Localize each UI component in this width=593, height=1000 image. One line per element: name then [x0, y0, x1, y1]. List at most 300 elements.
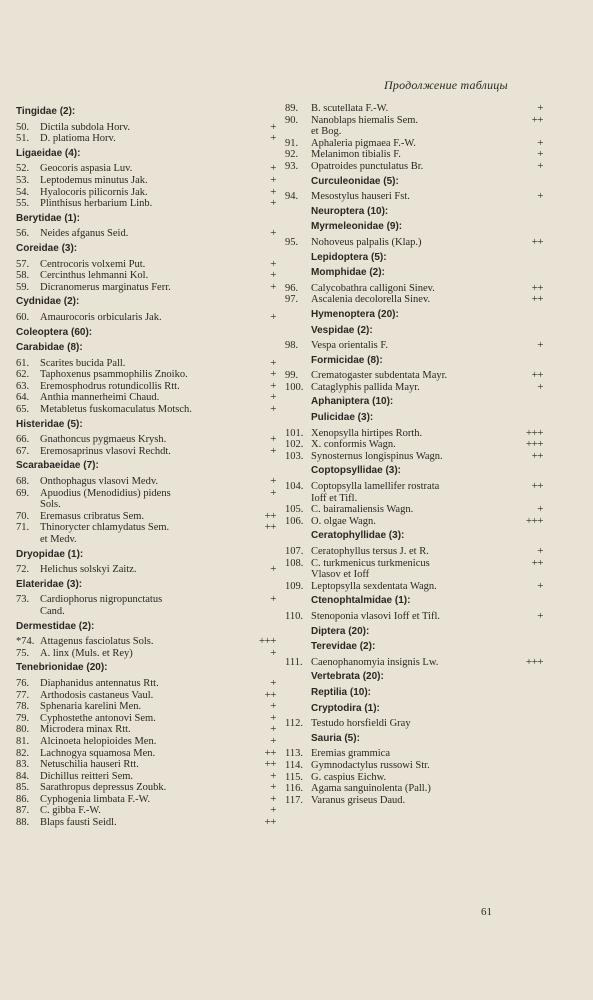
species-number: 112.	[285, 718, 303, 730]
species-number: 110.	[285, 610, 303, 622]
page-header: Продолжение таблицы	[384, 78, 508, 92]
presence-mark: +	[270, 781, 276, 794]
species-row	[16, 434, 282, 446]
species-name: Opatroides punctulatus Br.	[311, 160, 424, 172]
taxon-header	[285, 325, 543, 337]
taxon-header-label: Myrmeleonidae (9):	[311, 221, 403, 233]
species-number: 105.	[285, 504, 304, 516]
presence-mark: ++	[264, 758, 276, 771]
species-number: 113.	[285, 748, 303, 760]
taxon-header-label: Neuroptera (10):	[311, 205, 389, 217]
species-name: Calycobathra calligoni Sinev.	[311, 282, 435, 294]
species-number: 101.	[285, 427, 304, 439]
presence-mark: +	[270, 185, 276, 198]
presence-mark: +	[270, 475, 276, 488]
taxon-header	[285, 252, 543, 264]
species-number: *74.	[16, 636, 35, 648]
species-name: Centrocoris volxemi Put.	[40, 258, 146, 270]
taxon-header	[16, 213, 282, 225]
species-number: 76.	[16, 677, 30, 689]
taxon-header-label: Carabidae (8):	[16, 342, 83, 354]
species-name: Cercinthus lehmanni Kol.	[40, 270, 149, 282]
species-number: 94.	[285, 191, 299, 203]
species-row	[16, 163, 282, 175]
species-name: Blaps fausti Seidl.	[40, 817, 117, 829]
presence-mark: +	[270, 646, 276, 659]
species-number: 81.	[16, 735, 30, 747]
species-number: 57.	[16, 258, 30, 270]
species-name: A. linx (Muls. et Rey)	[40, 647, 133, 659]
taxon-header-label: Diptera (20):	[311, 625, 370, 637]
species-row	[16, 133, 282, 145]
species-number: 86.	[16, 793, 30, 805]
species-number: 108.	[285, 557, 304, 569]
species-name: Mesostylus hauseri Fst.	[311, 191, 410, 203]
species-number: 64.	[16, 392, 30, 404]
taxon-header	[285, 733, 543, 745]
presence-mark: +	[270, 433, 276, 446]
presence-mark: +	[270, 563, 276, 576]
species-name: Coptopsylla lamellifer rostrata Ioff et Tifl.	[311, 481, 440, 504]
species-row	[285, 748, 543, 760]
species-name: Melanimon tibialis F.	[311, 149, 401, 161]
species-row	[16, 771, 282, 783]
taxon-header	[16, 549, 282, 561]
presence-mark: +++	[525, 655, 543, 668]
species-name: Cardiophorus nigropunctatus Cand.	[40, 594, 163, 617]
species-name: Crematogaster subdentata Mayr.	[311, 370, 448, 382]
taxon-header-label: Pulicidae (3):	[311, 412, 374, 424]
taxon-header-label: Ligaeidae (4):	[16, 147, 81, 159]
presence-mark: +	[270, 227, 276, 240]
species-name: C. gibba F.-W.	[40, 805, 101, 817]
species-number: 114.	[285, 759, 303, 771]
presence-mark: +++	[525, 438, 543, 451]
species-number: 103.	[285, 450, 304, 462]
species-name: Helichus solskyi Zaitz.	[40, 564, 137, 576]
species-row	[285, 760, 543, 772]
species-row	[285, 546, 543, 558]
species-number: 96.	[285, 282, 299, 294]
species-name: Microdera minax Rtt.	[40, 724, 131, 736]
species-name: Dictila subdola Horv.	[40, 121, 131, 133]
species-number: 60.	[16, 311, 30, 323]
species-name: D. platioma Horv.	[40, 133, 116, 145]
species-name: Nanoblaps hiemalis Sem. et Bog.	[311, 114, 419, 138]
species-name: Amaurocoris orbicularis Jak.	[40, 311, 162, 323]
species-name: Eremias grammica	[311, 748, 391, 760]
species-number: 78.	[16, 701, 30, 713]
species-number: 73.	[16, 594, 30, 606]
species-number: 106.	[285, 515, 304, 527]
species-number: 54.	[16, 186, 30, 198]
presence-mark: ++	[531, 113, 543, 126]
taxon-header-label: Histeridae (5):	[16, 418, 83, 430]
species-name: Aphaleria pigmaea F.-W.	[311, 137, 416, 149]
species-row	[16, 805, 282, 817]
taxon-header	[16, 662, 282, 674]
species-number: 99.	[285, 370, 299, 382]
taxon-header	[285, 595, 543, 607]
species-name: Nohoveus palpalis (Klap.)	[311, 236, 422, 248]
species-row	[16, 369, 282, 381]
left-column	[16, 103, 282, 829]
species-row	[285, 581, 543, 593]
species-number: 70.	[16, 510, 30, 522]
taxon-header-label: Coreidae (3):	[16, 242, 78, 254]
presence-mark: +	[537, 339, 543, 352]
taxon-header	[285, 206, 543, 218]
species-row	[285, 237, 543, 249]
species-number: 85.	[16, 782, 30, 794]
species-number: 90.	[285, 114, 299, 126]
species-number: 107.	[285, 546, 304, 557]
presence-mark: ++	[531, 369, 543, 382]
species-name: X. conformis Wagn.	[311, 439, 396, 451]
species-row	[16, 511, 282, 523]
species-name: Testudo horsfieldi Gray	[311, 718, 411, 730]
species-row	[285, 783, 543, 795]
taxon-header	[16, 106, 282, 118]
species-row	[16, 358, 282, 370]
taxon-header	[285, 703, 543, 715]
species-name: Gnathoncus pygmaeus Krysh.	[40, 434, 167, 446]
species-name: Xenopsylla hirtipes Rorth.	[311, 427, 423, 439]
taxon-header-label: Tingidae (2):	[16, 106, 76, 117]
page-number: 61	[481, 906, 492, 918]
species-row	[16, 594, 282, 617]
species-name: Cyphogenia limbata F.-W.	[40, 793, 151, 805]
taxon-header	[16, 579, 282, 591]
presence-mark: +	[537, 579, 543, 592]
taxon-header	[285, 176, 543, 188]
species-row	[16, 564, 282, 576]
presence-mark: +	[270, 173, 276, 186]
presence-mark: +	[537, 609, 543, 622]
presence-mark: +	[270, 132, 276, 145]
species-name: Apuodius (Menodidius) pidens Sols.	[40, 487, 171, 511]
species-number: 72.	[16, 564, 30, 576]
species-number: 77.	[16, 689, 30, 701]
species-row	[16, 522, 282, 545]
taxon-header-label: Cryptodira (1):	[311, 702, 380, 714]
species-row	[285, 516, 543, 528]
species-row	[285, 439, 543, 451]
taxon-header	[285, 687, 543, 699]
presence-mark: +	[270, 120, 276, 133]
species-row	[16, 270, 282, 282]
species-number: 69.	[16, 487, 30, 499]
species-name: Netuschilia hauseri Rtt.	[40, 759, 139, 771]
presence-mark: +	[270, 734, 276, 747]
presence-mark: ++	[264, 816, 276, 829]
species-name: Dicranomerus marginatus Ferr.	[40, 281, 171, 293]
presence-mark: ++	[531, 480, 543, 493]
species-row	[16, 381, 282, 393]
presence-mark: ++	[264, 746, 276, 759]
species-row	[16, 282, 282, 294]
species-number: 63.	[16, 380, 30, 392]
taxon-header-label: Formicidae (8):	[311, 354, 383, 366]
species-number: 97.	[285, 294, 299, 306]
presence-mark: ++	[264, 521, 276, 534]
presence-mark: +	[270, 257, 276, 270]
species-row	[16, 690, 282, 702]
species-number: 52.	[16, 163, 30, 175]
right-column	[285, 103, 543, 806]
species-number: 51.	[16, 133, 30, 145]
species-row	[285, 370, 543, 382]
presence-mark: +	[537, 148, 543, 161]
species-name: Synosternus longispinus Wagn.	[311, 450, 443, 462]
taxon-header	[16, 296, 282, 308]
presence-mark: +	[270, 676, 276, 689]
taxon-header-label: Sauria (5):	[311, 732, 360, 744]
species-name: Neides afganus Seid.	[40, 228, 129, 240]
species-name: Arthodosis castaneus Vaul.	[40, 689, 154, 701]
species-name: Scarites bucida Pall.	[40, 357, 126, 369]
species-row	[285, 138, 543, 150]
species-row	[285, 103, 543, 115]
species-name: Varanus griseus Daud.	[311, 794, 406, 806]
species-row	[285, 611, 543, 623]
species-row	[16, 759, 282, 771]
species-row	[285, 718, 543, 730]
taxon-header	[16, 243, 282, 255]
species-number: 91.	[285, 137, 299, 149]
species-number: 61.	[16, 357, 30, 369]
species-number: 82.	[16, 747, 30, 759]
species-number: 93.	[285, 160, 299, 172]
presence-mark: +	[270, 711, 276, 724]
species-number: 104.	[285, 481, 304, 493]
species-row	[16, 488, 282, 511]
taxon-header	[16, 148, 282, 160]
taxon-header-label: Reptilia (10):	[311, 686, 372, 698]
presence-mark: +	[270, 356, 276, 369]
species-number: 84.	[16, 770, 30, 782]
species-row	[16, 446, 282, 458]
presence-mark: +	[270, 162, 276, 175]
species-row	[16, 782, 282, 794]
species-name: B. scutellata F.-W.	[311, 103, 389, 114]
species-name: Onthophagus vlasovi Medv.	[40, 476, 159, 488]
species-name: Sarathropus depressus Zoubk.	[40, 782, 167, 794]
species-name: Dichillus reitteri Sem.	[40, 770, 134, 782]
species-number: 88.	[16, 817, 30, 829]
presence-mark: +	[270, 700, 276, 713]
species-number: 80.	[16, 724, 30, 736]
presence-mark: +	[270, 391, 276, 404]
species-name: Hyalocoris pilicornis Jak.	[40, 186, 148, 198]
species-number: 68.	[16, 476, 30, 488]
species-name: Taphoxenus psammophilis Znoiko.	[40, 369, 188, 381]
species-number: 62.	[16, 369, 30, 381]
taxon-header-label: Dryopidae (1):	[16, 548, 84, 560]
taxon-header-label: Coleoptera (60):	[16, 326, 93, 338]
taxon-header	[16, 342, 282, 354]
presence-mark: +++	[525, 514, 543, 527]
species-number: 58.	[16, 270, 30, 282]
species-number: 116.	[285, 783, 303, 795]
taxon-header-label: Momphidae (2):	[311, 267, 385, 279]
species-row	[285, 161, 543, 173]
species-row	[16, 228, 282, 240]
species-name: Stenoponia vlasovi Ioff et Tifl.	[311, 610, 441, 622]
species-number: 87.	[16, 805, 30, 817]
taxon-header-label: Ceratophyllidae (3):	[311, 530, 405, 542]
species-row	[285, 772, 543, 784]
presence-mark: +++	[258, 635, 276, 648]
species-number: 102.	[285, 439, 304, 451]
taxon-header-label: Curculeonidae (5):	[311, 175, 399, 187]
species-row	[16, 259, 282, 271]
species-row	[16, 122, 282, 134]
taxon-header	[16, 621, 282, 633]
presence-mark: +	[270, 280, 276, 293]
species-name: Ceratophyllus tersus J. et R.	[311, 546, 429, 557]
species-name: Eremosaprinus vlasovi Rechdt.	[40, 445, 171, 457]
presence-mark: ++	[531, 449, 543, 462]
species-name: G. caspius Eichw.	[311, 771, 387, 783]
presence-mark: +	[270, 593, 276, 606]
taxon-header	[285, 309, 543, 321]
species-row	[285, 558, 543, 581]
species-name: Attagenus fasciolatus Sols.	[40, 636, 154, 648]
species-row	[16, 713, 282, 725]
taxon-header-label: Aphaniptera (10):	[311, 396, 394, 408]
species-row	[285, 428, 543, 440]
presence-mark: +	[270, 379, 276, 392]
species-number: 109.	[285, 580, 304, 592]
species-name: Cataglyphis pallida Mayr.	[311, 381, 420, 393]
presence-mark: +	[270, 269, 276, 282]
taxon-header	[285, 626, 543, 638]
species-row	[285, 115, 543, 138]
species-row	[285, 149, 543, 161]
species-number: 111.	[285, 656, 303, 668]
species-name: Sphenaria karelini Men.	[40, 701, 142, 713]
species-name: Eremasus cribratus Sem.	[40, 510, 145, 522]
species-number: 59.	[16, 281, 30, 293]
species-name: Ascalenia decolorella Sinev.	[311, 294, 431, 306]
taxon-header-label: Ctenophtalmidae (1):	[311, 595, 411, 607]
species-number: 55.	[16, 198, 30, 210]
presence-mark: +	[270, 444, 276, 457]
species-name: Geocoris aspasia Luv.	[40, 163, 133, 175]
taxon-header-label: Cydnidae (2):	[16, 296, 80, 308]
taxon-header	[285, 396, 543, 408]
species-row	[16, 817, 282, 829]
presence-mark: +	[270, 310, 276, 323]
species-row	[16, 175, 282, 187]
species-name: Leptodemus minutus Jak.	[40, 174, 148, 186]
species-row	[16, 187, 282, 199]
species-name: Agama sanguinolenta (Pall.)	[311, 783, 431, 795]
presence-mark: ++	[264, 509, 276, 522]
species-row	[285, 340, 543, 352]
taxon-header-label: Vespidae (2):	[311, 324, 373, 336]
presence-mark: +++	[525, 426, 543, 439]
taxon-header	[285, 221, 543, 233]
taxon-header	[285, 671, 543, 683]
species-row	[16, 476, 282, 488]
presence-mark: ++	[531, 556, 543, 569]
species-row	[16, 748, 282, 760]
species-row	[285, 191, 543, 203]
taxon-header	[285, 641, 543, 653]
presence-mark: ++	[531, 235, 543, 248]
presence-mark: +	[270, 197, 276, 210]
species-row	[16, 678, 282, 690]
species-number: 65.	[16, 404, 30, 416]
species-row	[16, 392, 282, 404]
taxon-header-label: Dermestidae (2):	[16, 620, 95, 632]
species-name: Anthia mannerheimi Chaud.	[40, 392, 160, 404]
presence-mark: +	[537, 545, 543, 557]
taxon-header	[285, 267, 543, 279]
species-row	[16, 648, 282, 660]
species-row	[16, 724, 282, 736]
species-row	[285, 451, 543, 463]
taxon-header-label: Scarabaeidae (7):	[16, 460, 99, 472]
species-row	[285, 657, 543, 669]
species-row	[16, 736, 282, 748]
species-number: 115.	[285, 771, 303, 783]
taxon-header	[285, 355, 543, 367]
species-number: 71.	[16, 522, 30, 534]
species-row	[285, 294, 543, 306]
species-name: Plinthisus herbarium Linb.	[40, 198, 153, 210]
presence-mark: +	[537, 102, 543, 114]
taxon-header	[16, 460, 282, 472]
species-name: Cyphostethe antonovi Sem.	[40, 712, 156, 724]
taxon-header-label: Terevidae (2):	[311, 641, 376, 653]
species-number: 89.	[285, 103, 299, 114]
taxon-header	[285, 465, 543, 477]
taxon-header-label: Coptopsyllidae (3):	[311, 465, 402, 477]
species-name: Caenophanomyia insignis Lw.	[311, 656, 439, 668]
species-row	[16, 198, 282, 210]
species-name: Gymnodactylus russowi Str.	[311, 759, 430, 771]
presence-mark: +	[537, 503, 543, 516]
species-number: 83.	[16, 759, 30, 771]
species-number: 79.	[16, 712, 30, 724]
species-number: 56.	[16, 228, 30, 240]
species-row	[285, 504, 543, 516]
species-row	[285, 382, 543, 394]
taxon-header-label: Hymenoptera (20):	[311, 308, 399, 320]
species-number: 50.	[16, 121, 30, 133]
taxon-header-label: Vertebrata (20):	[311, 671, 384, 683]
species-row	[285, 795, 543, 807]
species-number: 75.	[16, 647, 30, 659]
presence-mark: +	[537, 380, 543, 393]
presence-mark: +	[270, 769, 276, 782]
species-row	[16, 701, 282, 713]
species-row	[285, 283, 543, 295]
presence-mark: +	[270, 792, 276, 805]
species-name: Diaphanidus antennatus Rtt.	[40, 677, 159, 689]
presence-mark: ++	[531, 281, 543, 294]
species-name: Thinorycter chlamydatus Sem. et Medv.	[40, 522, 170, 545]
species-name: Leptopsylla sexdentata Wagn.	[311, 580, 437, 592]
species-row	[16, 794, 282, 806]
taxon-header-label: Elateridae (3):	[16, 578, 83, 590]
species-row	[285, 481, 543, 504]
species-name: Eremosphodrus rotundicollis Rtt.	[40, 380, 180, 392]
species-name: O. olgae Wagn.	[311, 515, 376, 527]
